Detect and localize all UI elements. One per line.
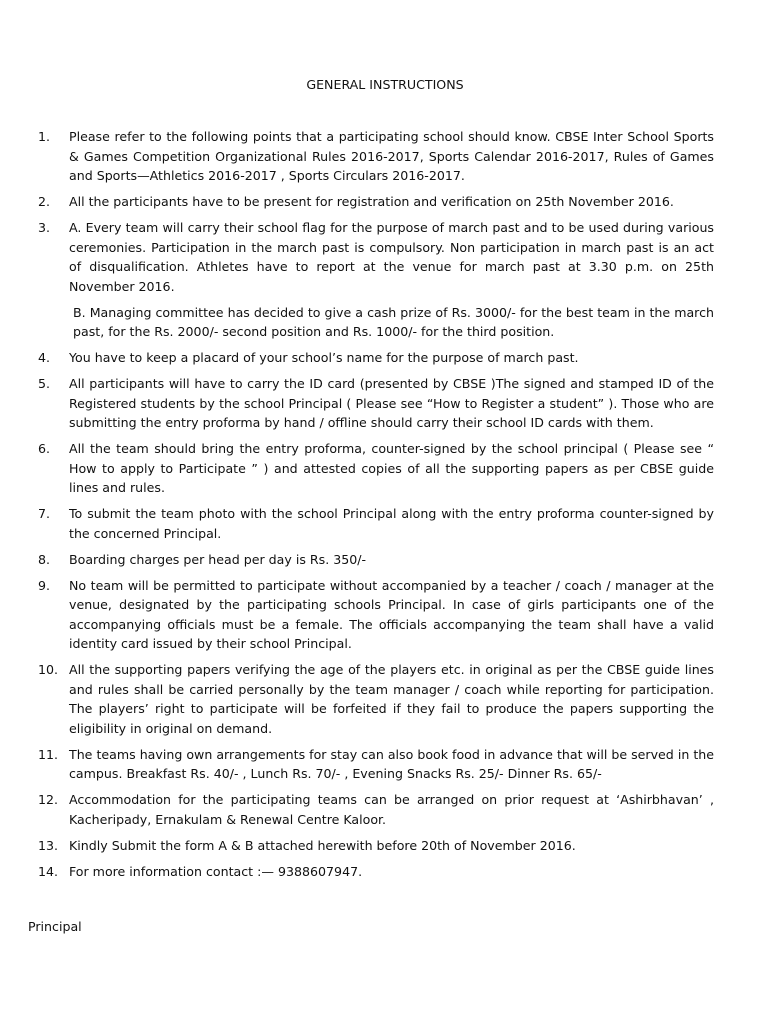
item-number: 9.: [38, 577, 51, 593]
page-title: GENERAL INSTRUCTIONS: [306, 77, 464, 92]
item-text: All participants will have to carry the ID card (presented by CBSE )The signed and stamped ID of the Registered students by the school Principal ( Please see “How to Register a student” ). Those who are submitting the entry proforma by hand / offline should carry their school ID cards with them.: [69, 376, 714, 430]
item-text: All the supporting papers verifying the age of the players etc. in original as per the CBSE guide lines and rules shall be carried personally by the team manager / coach while reporting for participation. The players’ right to participate will be forfeited if they fail to produce the papers supporting the eligibility in original on demand.: [69, 662, 714, 736]
item-number: 4.: [38, 350, 51, 365]
item-text: Please refer to the following points that a participating school should know. CBSE Inter School Sports & Games Competition Organizational Rules 2016-2017, Sports Calendar 2016-2017, Rules of Games and Sports—Athletics 2016-2017 , Sports Circulars 2016-2017.: [69, 129, 714, 183]
list-item: [38, 348, 714, 368]
list-item: [38, 374, 714, 433]
item-number: 5.: [38, 376, 51, 391]
item-text: For more information contact :— 9388607947.: [69, 863, 363, 879]
list-item: [38, 745, 714, 784]
item-text: You have to keep a placard of your school’s name for the purpose of march past.: [69, 350, 579, 365]
item-subpoint: B. Managing committee has decided to give a cash prize of Rs. 3000/- for the best team in the march past, for the Rs. 2000/- second position and Rs. 1000/- for the third position.: [73, 304, 714, 339]
item-number: 3.: [38, 220, 51, 235]
item-text: The teams having own arrangements for stay can also book food in advance that will be served in the campus. Breakfast Rs. 40/- , Lunch Rs. 70/- , Evening Snacks Rs. 25/- Dinner Rs. 65/-: [69, 746, 714, 781]
item-text: All the participants have to be present for registration and verification on 25th November 2016.: [69, 194, 674, 209]
list-item: [38, 439, 714, 498]
list-item: [38, 862, 714, 882]
item-text: No team will be permitted to participate without accompanied by a teacher / coach / manager at the venue, designated by the participating schools Principal. In case of girls participants one of the accompanying officials must be a female. The officials accompanying the team shall have a valid identity card issued by their school Principal.: [69, 577, 714, 651]
item-number: 13.: [38, 837, 59, 853]
item-number: 1.: [38, 129, 51, 144]
list-item: [38, 576, 714, 654]
item-number: 7.: [38, 506, 51, 521]
item-number: 14.: [38, 863, 59, 879]
item-text: Kindly Submit the form A & B attached herewith before 20th of November 2016.: [69, 837, 576, 853]
item-number: 12.: [38, 792, 59, 807]
item-text: Boarding charges per head per day is Rs. 350/-: [69, 551, 367, 567]
item-number: 2.: [38, 194, 51, 209]
item-number: 10.: [38, 662, 59, 677]
instructions-list: [38, 127, 714, 888]
list-item: [38, 192, 714, 212]
item-text: All the team should bring the entry proforma, counter-signed by the school principal ( Please see “ How to apply to Participate ” ) and attested copies of all the supporting papers as per CBSE guide lines and rules.: [69, 441, 714, 495]
item-text: Accommodation for the participating teams can be arranged on prior request at ‘Ashirbhavan’ , Kacheripady, Ernakulam & Renewal Centre Kaloor.: [69, 792, 714, 827]
item-text: To submit the team photo with the school Principal along with the entry proforma counter-signed by the concerned Principal.: [69, 506, 714, 541]
list-item: [38, 836, 714, 856]
list-item: [38, 790, 714, 829]
item-body: [69, 218, 714, 342]
list-item: [38, 660, 714, 738]
list-item: [38, 127, 714, 186]
list-item: [38, 550, 714, 570]
item-text: A. Every team will carry their school flag for the purpose of march past and to be used during various ceremonies. Participation in the march past is compulsory. Non participation in march past is an act of disqualification. Athletes have to report at the venue for march past at 3.30 p.m. on 25th November 2016.: [69, 220, 714, 294]
signature-label: Principal: [28, 919, 82, 934]
list-item: [38, 218, 714, 342]
item-number: 11.: [38, 746, 59, 762]
item-number: 8.: [38, 551, 51, 567]
list-item: [38, 504, 714, 543]
item-number: 6.: [38, 441, 51, 456]
